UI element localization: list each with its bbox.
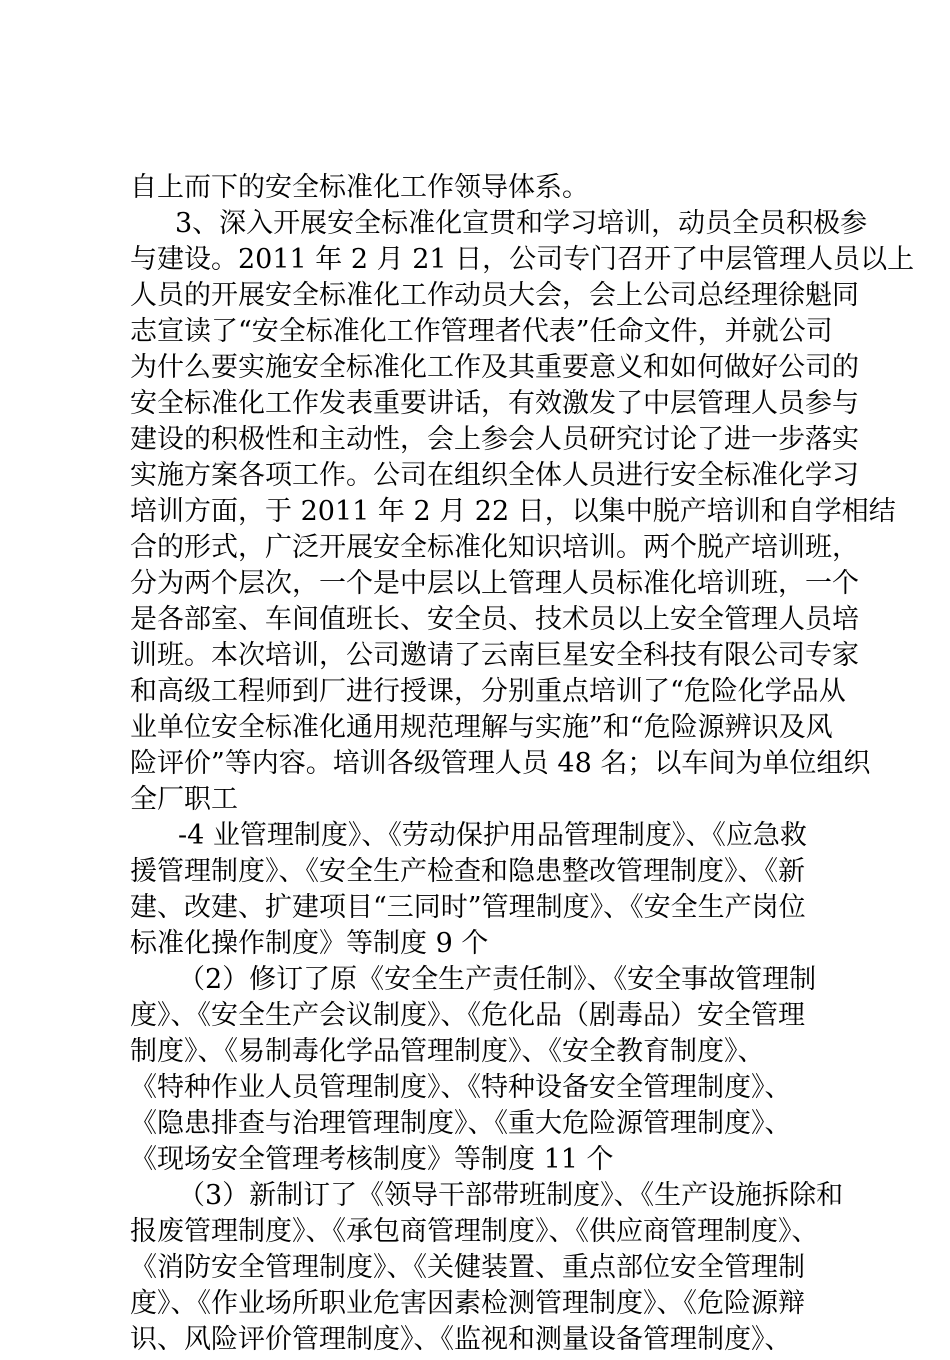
text-line-22: 标准化操作制度》等制度 9 个: [130, 928, 489, 959]
text-line-13: 是各部室、车间值班长、安全员、技术员以上安全管理人员培: [130, 604, 859, 635]
text-line-30: 报废管理制度》、《承包商管理制度》、《供应商管理制度》、: [130, 1216, 819, 1247]
text-line-33: 识、风险评价管理制度》、《监视和测量设备管理制度》、: [130, 1324, 792, 1355]
text-line-26: 《特种作业人员管理制度》、《特种设备安全管理制度》、: [130, 1072, 792, 1103]
text-line-23: （2）修订了原《安全生产责任制》、《安全事故管理制: [178, 964, 817, 995]
text-line-15: 和高级工程师到厂进行授课，分别重点培训了“危险化学品从: [130, 676, 846, 707]
text-line-12: 分为两个层次，一个是中层以上管理人员标准化培训班，一个: [130, 568, 859, 599]
text-line-16: 业单位安全标准化通用规范理解与实施”和“危险源辨识及风: [130, 712, 833, 743]
text-line-4: 人员的开展安全标准化工作动员大会，会上公司总经理徐魁同: [130, 280, 859, 311]
text-line-1: 自上而下的安全标准化工作领导体系。: [130, 172, 589, 203]
text-line-9: 实施方案各项工作。公司在组织全体人员进行安全标准化学习: [130, 460, 859, 491]
text-line-29: （3）新制订了《领导干部带班制度》、《生产设施拆除和: [178, 1180, 844, 1211]
text-line-6: 为什么要实施安全标准化工作及其重要意义和如何做好公司的: [130, 352, 859, 383]
text-line-3: 与建设。2011 年 2 月 21 日，公司专门召开了中层管理人员以上: [130, 244, 915, 275]
text-line-31: 《消防安全管理制度》、《关健装置、重点部位安全管理制: [130, 1252, 805, 1283]
text-line-17: 险评价”等内容。培训各级管理人员 48 名；以车间为单位组织: [130, 748, 871, 779]
text-line-8: 建设的积极性和主动性，会上参会人员研究讨论了进一步落实: [130, 424, 859, 455]
text-line-14: 训班。本次培训，公司邀请了云南巨星安全科技有限公司专家: [130, 640, 859, 671]
text-line-25: 制度》、《易制毒化学品管理制度》、《安全教育制度》、: [130, 1036, 765, 1067]
text-line-18: 全厂职工: [130, 784, 238, 815]
text-line-11: 合的形式，广泛开展安全标准化知识培训。两个脱产培训班，: [130, 532, 859, 563]
text-line-24: 度》、《安全生产会议制度》、《危化品（剧毒品）安全管理: [130, 1000, 805, 1031]
text-line-7: 安全标准化工作发表重要讲话，有效激发了中层管理人员参与: [130, 388, 859, 419]
text-line-10: 培训方面，于 2011 年 2 月 22 日，以集中脱产培训和自学相结: [130, 496, 896, 527]
text-line-21: 建、改建、扩建项目“三同时”管理制度》、《安全生产岗位: [130, 892, 806, 923]
text-line-5: 志宣读了“安全标准化工作管理者代表”任命文件，并就公司: [130, 316, 833, 347]
text-line-2: 3、深入开展安全标准化宣贯和学习培训，动员全员积极参: [175, 208, 868, 239]
text-line-27: 《隐患排查与治理管理制度》、《重大危险源管理制度》、: [130, 1108, 792, 1139]
text-line-19: -4 业管理制度》、《劳动保护用品管理制度》、《应急救: [178, 820, 807, 851]
text-line-20: 援管理制度》、《安全生产检查和隐患整改管理制度》、《新: [130, 856, 805, 887]
text-line-32: 度》、《作业场所职业危害因素检测管理制度》、《危险源辩: [130, 1288, 805, 1319]
text-line-28: 《现场安全管理考核制度》等制度 11 个: [130, 1144, 614, 1175]
